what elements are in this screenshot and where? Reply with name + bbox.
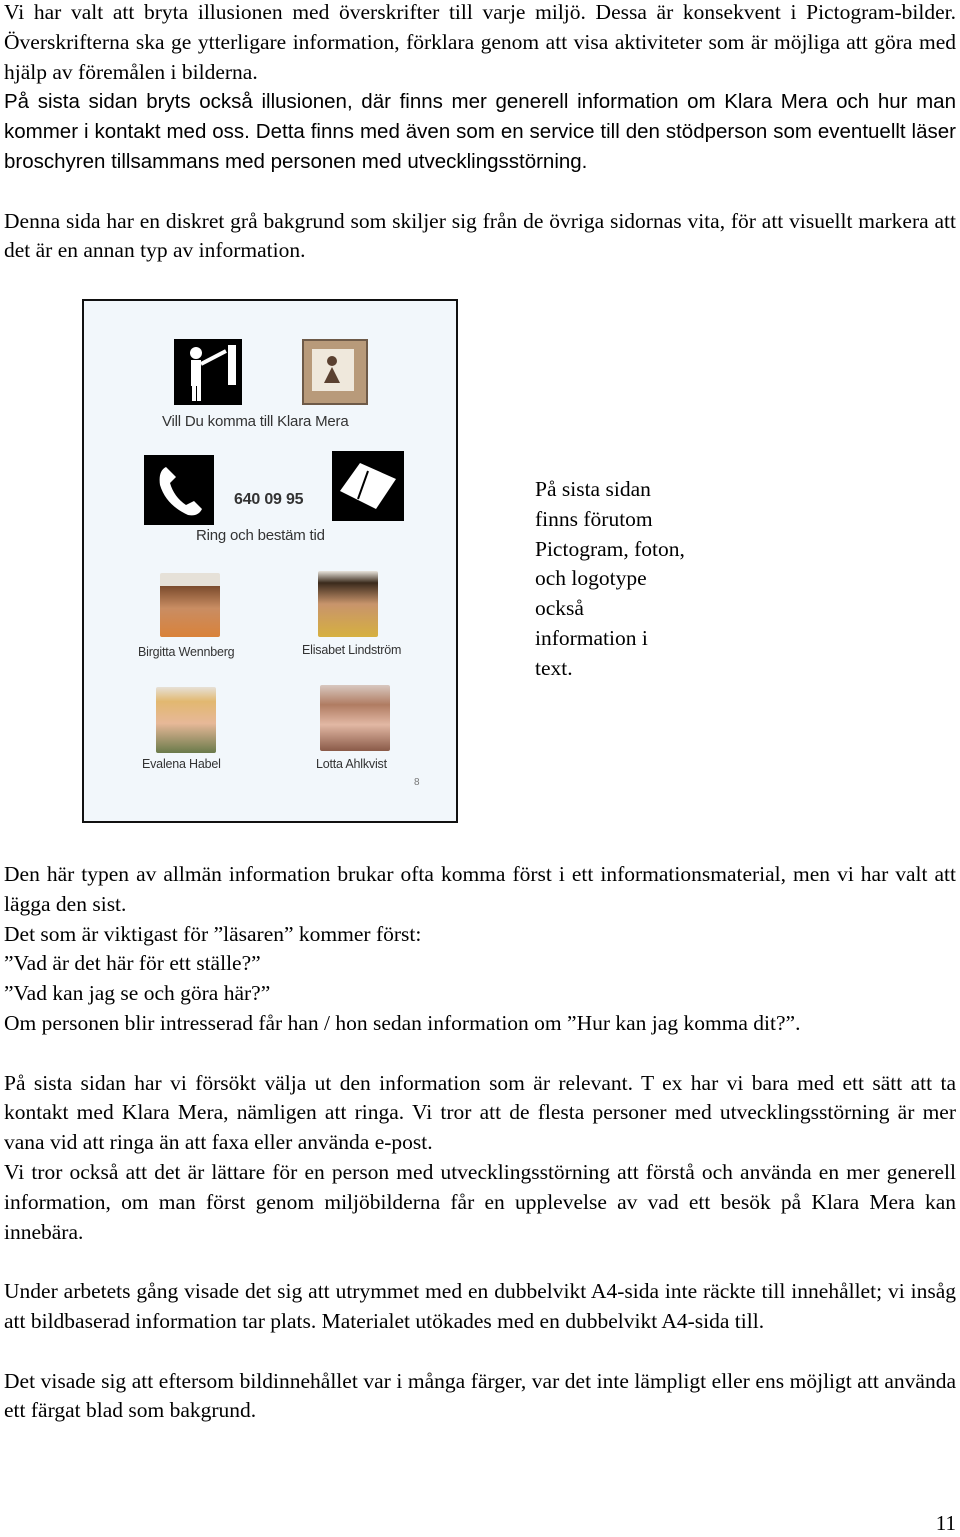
paragraph-space: Under arbetets gång visade det sig att utrymmet med en dubbelvikt A4-sida inte räckte till innehållet; vi insåg att bildbaserad information tar plats. Materialet utökades med en dubbelvikt A4-sida till. (4, 1279, 956, 1333)
klara-mera-logo-frame (302, 339, 368, 405)
paragraph-last-page-info: På sista sidan bryts också illusionen, där finns mer generell information om Klara Mera och hur man kommer i kontakt med oss. Detta finns med även som en service till den stödperson som eventuellt läser broschyren tillsammans med personen med utvecklingsstörning. (4, 90, 956, 173)
person-name-lotta: Lotta Ahlkvist (316, 757, 387, 771)
caption-line: text. (535, 655, 573, 680)
intro-section (4, 0, 956, 266)
person-name-elisabet: Elisabet Lindström (302, 643, 402, 657)
figure-heading: Vill Du komma till Klara Mera (162, 413, 349, 430)
paragraph-line: ”Vad kan jag se och göra här?” (4, 981, 271, 1006)
paragraph-colored-sheet: Det visade sig att eftersom bildinnehållet var i många färger, var det inte lämpligt eller ens möjligt att använda ett färgat blad som bakgrund. (4, 1368, 956, 1423)
person-name-evalena: Evalena Habel (142, 757, 221, 771)
figure-call-text: Ring och bestäm tid (196, 527, 325, 544)
calendar-pictogram (332, 451, 404, 521)
paragraph-environment-images: Vi tror också att det är lättare för en person med utvecklingsstörning att förstå och använda en mer generell information, om man först genom miljöbilderna får en upplevelse av vad ett besök på Klara Mera kan innebära. (4, 1159, 956, 1244)
caption-line: också (535, 596, 584, 621)
photo-evalena-habel (156, 687, 216, 753)
caption-line: och logotype (535, 566, 647, 591)
lower-section (4, 860, 956, 1426)
page-number: 11 (935, 1511, 956, 1535)
paragraph-line: ”Vad är det här för ett ställe?” (4, 951, 261, 976)
paragraph-illusion-headings: Vi har valt att bryta illusionen med överskrifter till varje miljö. Dessa är konsekvent i Pictogram-bilder. Överskrifterna ska ge ytterligare information, förklara genom att visa aktiviteter som är möjliga att göra med hjälp av föremålen i bilderna. (4, 0, 956, 84)
paragraph-line: Om personen blir intresserad får han / hon sedan information om ”Hur kan jag komma dit?”. (4, 1010, 801, 1035)
figure-page-mark: 8 (414, 777, 420, 788)
paragraph-grey-background: Denna sida har en diskret grå bakgrund som skiljer sig från de övriga sidornas vita, för att visuellt markera att det är en annan typ av information. (4, 208, 956, 263)
paragraph-general-info-last: Den här typen av allmän information brukar ofta komma först i ett informationsmaterial, men vi har valt att lägga den sist. (4, 862, 956, 916)
telephone-pictogram (144, 455, 214, 525)
caption-line: finns förutom (535, 506, 653, 531)
figure-caption (535, 475, 735, 684)
brochure-page-image (82, 299, 458, 823)
person-name-birgitta: Birgitta Wennberg (138, 645, 235, 659)
paragraph-line: Det som är viktigast för ”läsaren” kommer först: (4, 921, 422, 946)
photo-lotta-ahlkvist (320, 685, 390, 751)
paragraph-relevant-info: På sista sidan har vi försökt välja ut den information som är relevant. T ex har vi bara med ett sätt att ta kontakt med Klara Mera, nämligen att ringa. Vi tror att de flesta personer med utvecklingsstörning är mer vana vid att ringa än att faxa eller använda e-post. (4, 1070, 956, 1155)
caption-line: På sista sidan (535, 477, 651, 501)
photo-elisabet-lindstrom (318, 571, 378, 637)
figure-phone-number: 640 09 95 (234, 491, 304, 508)
caption-line: information i (535, 625, 648, 650)
pointing-person-pictogram (174, 339, 242, 405)
caption-line: Pictogram, foton, (535, 536, 685, 561)
photo-birgitta-wennberg (160, 573, 220, 637)
